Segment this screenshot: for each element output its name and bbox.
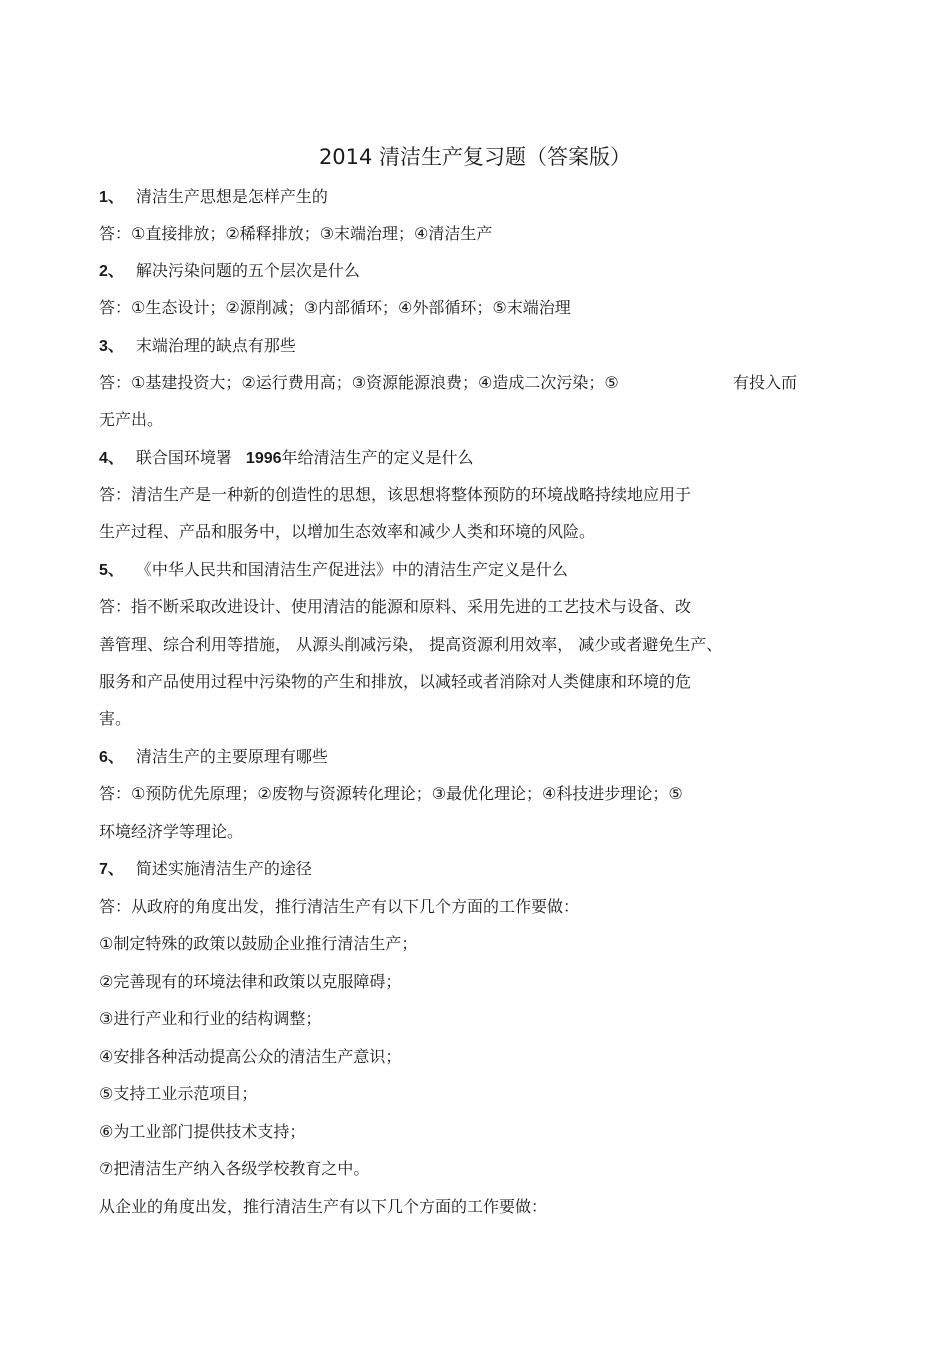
answer-3-line-1: 答：①基建投资大；②运行费用高；③资源能源浪费；④造成二次污染；⑤ <box>99 373 619 392</box>
answer-7-enterprise-intro: 从企业的角度出发，推行清洁生产有以下几个方面的工作要做： <box>99 1197 548 1216</box>
question-5 <box>99 558 568 583</box>
answer-7-intro: 答：从政府的角度出发，推行清洁生产有以下几个方面的工作要做： <box>99 897 580 916</box>
answer-5-line-3: 服务和产品使用过程中污染物的产生和排放，以减轻或者消除对人类健康和环境的危 <box>99 672 692 691</box>
question-text-before: 联合国环境署 <box>135 448 232 467</box>
question-number: 7、 <box>99 861 124 878</box>
question-text: 清洁生产思想是怎样产生的 <box>135 187 328 206</box>
question-number: 1、 <box>99 189 124 206</box>
question-2 <box>99 259 360 284</box>
answer-4-line-1: 答：清洁生产是一种新的创造性的思想，该思想将整体预防的环境战略持续地应用于 <box>99 485 692 504</box>
answer-6-line-2: 环境经济学等理论。 <box>99 822 244 841</box>
answer-6-line-1: 答：①预防优先原理；②废物与资源转化理论；③最优化理论；④科技进步理论；⑤ <box>99 784 683 803</box>
question-number: 3、 <box>99 338 124 355</box>
question-number: 2、 <box>99 263 124 280</box>
question-number: 4、 <box>99 450 124 467</box>
answer-7-item: ③进行产业和行业的结构调整； <box>99 1009 322 1028</box>
question-6 <box>99 745 328 770</box>
answer-7-item: ⑥为工业部门提供技术支持； <box>99 1122 306 1141</box>
question-text: 简述实施清洁生产的途径 <box>135 859 312 878</box>
question-text: 解决污染问题的五个层次是什么 <box>135 261 360 280</box>
answer-2: 答：①生态设计；②源削减；③内部循环；④外部循环；⑤末端治理 <box>99 298 571 317</box>
answer-5-line-4: 害。 <box>99 709 132 728</box>
question-year: 1996 <box>245 450 282 467</box>
answer-1: 答：①直接排放；②稀释排放；③末端治理；④清洁生产 <box>99 224 493 243</box>
answer-7-item: ②完善现有的环境法律和政策以克服障碍； <box>99 972 402 991</box>
answer-7-item: ④安排各种活动提高公众的清洁生产意识； <box>99 1047 402 1066</box>
answer-4-line-2: 生产过程、产品和服务中，以增加生态效率和减少人类和环境的风险。 <box>99 522 596 541</box>
question-7 <box>99 857 312 882</box>
answer-5-line-2: 善管理、综合利用等措施， 从源头削减污染， 提高资源利用效率， 减少或者避免生产、 <box>99 635 723 654</box>
question-1 <box>99 185 328 210</box>
page-title: 2014 清洁生产复习题（答案版） <box>318 145 632 169</box>
answer-3-line-1-tail: 有投入而 <box>733 373 798 392</box>
question-text: 清洁生产的主要原理有哪些 <box>135 747 328 766</box>
answer-5-line-1: 答：指不断采取改进设计、使用清洁的能源和原料、采用先进的工艺技术与设备、改 <box>99 597 692 616</box>
question-text: 末端治理的缺点有那些 <box>135 336 296 355</box>
question-text: 《中华人民共和国清洁生产促进法》中的清洁生产定义是什么 <box>135 560 568 579</box>
question-number: 6、 <box>99 749 124 766</box>
question-text-after: 年给清洁生产的定义是什么 <box>281 448 474 467</box>
question-3 <box>99 334 296 359</box>
answer-3-line-2: 无产出。 <box>99 410 164 429</box>
question-4 <box>99 446 474 471</box>
answer-7-item: ⑤支持工业示范项目； <box>99 1084 258 1103</box>
question-number: 5、 <box>99 562 124 579</box>
answer-7-item: ⑦把清洁生产纳入各级学校教育之中。 <box>99 1159 370 1178</box>
answer-7-item: ①制定特殊的政策以鼓励企业推行清洁生产； <box>99 934 418 953</box>
